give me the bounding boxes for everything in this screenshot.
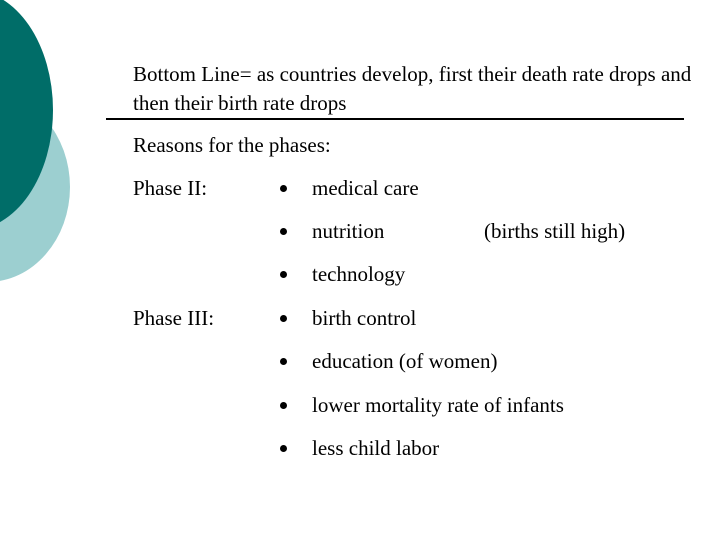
bullet-icon <box>280 315 287 322</box>
phase-3-label: Phase III: <box>133 306 215 330</box>
bullet-icon <box>280 185 287 192</box>
bullet-icon <box>280 445 287 452</box>
slide-title: Bottom Line= as countries develop, first their death rate drops and then their birth rate drops <box>133 62 692 115</box>
bullet-icon <box>280 271 287 278</box>
bullet-icon <box>280 358 287 365</box>
phase-2-item: nutrition <box>312 219 385 243</box>
phase-3-item: less child labor <box>312 436 440 460</box>
title-divider <box>106 118 684 120</box>
phase-2-item: medical care <box>312 176 419 200</box>
phase-3-item: lower mortality rate of infants <box>312 393 564 417</box>
reasons-heading: Reasons for the phases: <box>133 133 331 157</box>
bullet-icon <box>280 228 287 235</box>
phase-2-label: Phase II: <box>133 176 208 200</box>
bullet-icon <box>280 402 287 409</box>
phase-3-item: birth control <box>312 306 417 330</box>
phase-2-note: (births still high) <box>484 219 626 243</box>
phase-2-item: technology <box>312 262 406 286</box>
phase-3-item: education (of women) <box>312 349 498 373</box>
